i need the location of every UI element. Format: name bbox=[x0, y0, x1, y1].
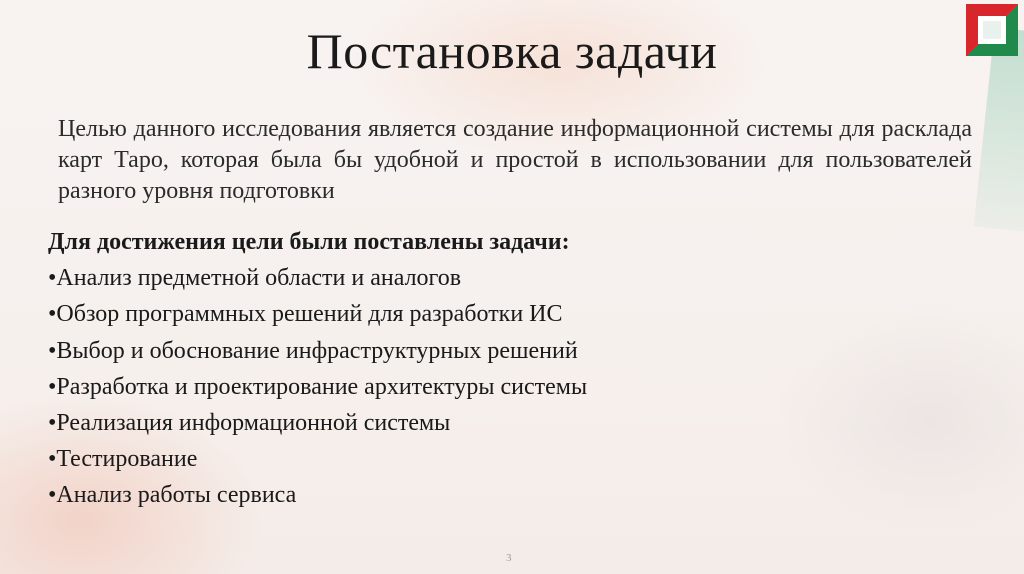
task-list-heading: Для достижения цели были поставлены задачи: bbox=[48, 229, 570, 255]
task-item: •Разработка и проектирование архитектуры системы bbox=[48, 373, 588, 400]
task-item: •Обзор программных решений для разработки ИС bbox=[48, 301, 563, 328]
task-item: •Реализация информационной системы bbox=[48, 410, 451, 437]
task-item: •Анализ предметной области и аналогов bbox=[48, 265, 462, 292]
task-list bbox=[48, 224, 948, 514]
task-item: •Выбор и обоснование инфраструктурных решений bbox=[48, 337, 578, 364]
task-item: •Тестирование bbox=[48, 446, 198, 473]
intro-paragraph: Целью данного исследования является создание информационной системы для расклада карт Таро, которая была бы удобной и простой в использовании для пользователей разного уровня подготовки bbox=[58, 116, 972, 204]
page-number: 3 bbox=[506, 552, 512, 564]
task-item: •Анализ работы сервиса bbox=[48, 482, 297, 509]
slide-title: Постановка задачи bbox=[306, 23, 718, 79]
